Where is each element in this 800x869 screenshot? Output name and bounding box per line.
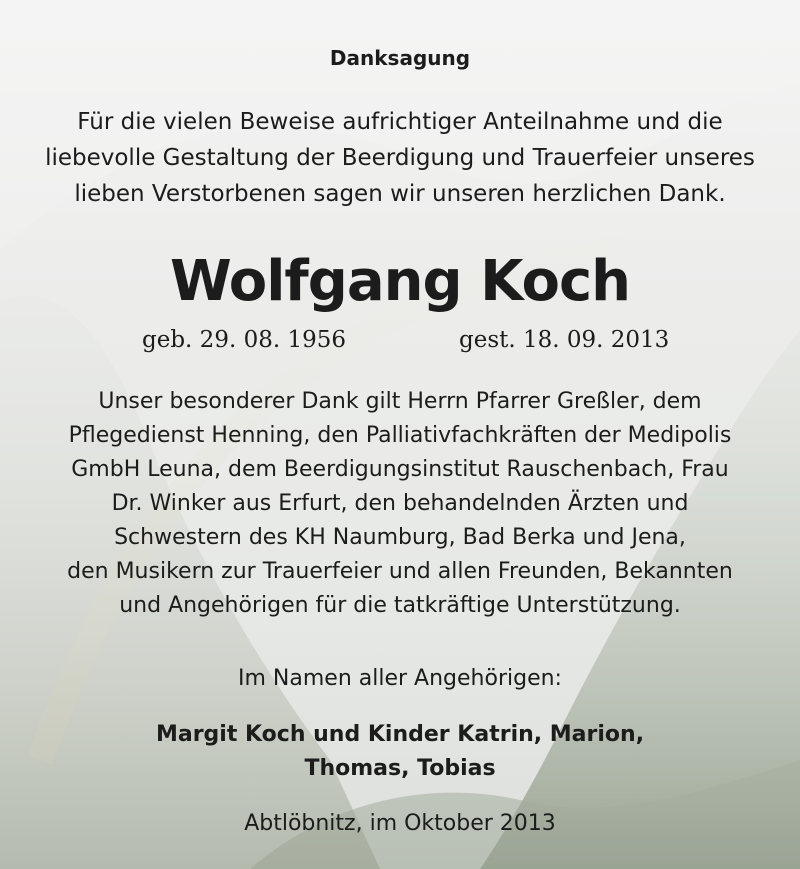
deceased-name: Wolfgang Koch: [169, 249, 631, 314]
intro-paragraph: [0, 104, 800, 212]
thanks-line: Schwestern des KH Naumburg, Bad Berka und Jena,: [114, 525, 686, 550]
signer-line: Thomas, Tobias: [304, 756, 496, 781]
thanks-line: und Angehörigen für die tatkräftige Unterstützung.: [119, 593, 681, 618]
death-date: gest. 18. 09. 2013: [459, 327, 670, 353]
signer-line: Margit Koch und Kinder Katrin, Marion,: [155, 722, 645, 747]
on-behalf-line: Im Namen aller Angehörigen:: [238, 666, 562, 691]
birth-date: geb. 29. 08. 1956: [142, 327, 346, 353]
thanks-line: den Musikern zur Trauerfeier und allen Freunden, Bekannten: [67, 559, 733, 584]
intro-line: Für die vielen Beweise aufrichtiger Anteilnahme und die: [77, 109, 723, 135]
place-and-date: Abtlöbnitz, im Oktober 2013: [244, 811, 556, 836]
notice-heading: Danksagung: [329, 46, 471, 70]
thanks-line: Dr. Winker aus Erfurt, den behandelnden Ärzten und: [111, 491, 689, 516]
intro-line: liebevolle Gestaltung der Beerdigung und Trauerfeier unseres: [45, 145, 755, 171]
thanks-paragraph: [0, 385, 800, 623]
signers: [0, 718, 800, 786]
thanks-line: Pflegedienst Henning, den Palliativfachkräften der Medipolis: [68, 423, 732, 448]
intro-line: lieben Verstorbenen sagen wir unseren herzlichen Dank.: [74, 181, 726, 207]
thanks-line: GmbH Leuna, dem Beerdigungsinstitut Rauschenbach, Frau: [71, 457, 729, 482]
thanks-line: Unser besonderer Dank gilt Herrn Pfarrer Greßler, dem: [98, 389, 702, 414]
